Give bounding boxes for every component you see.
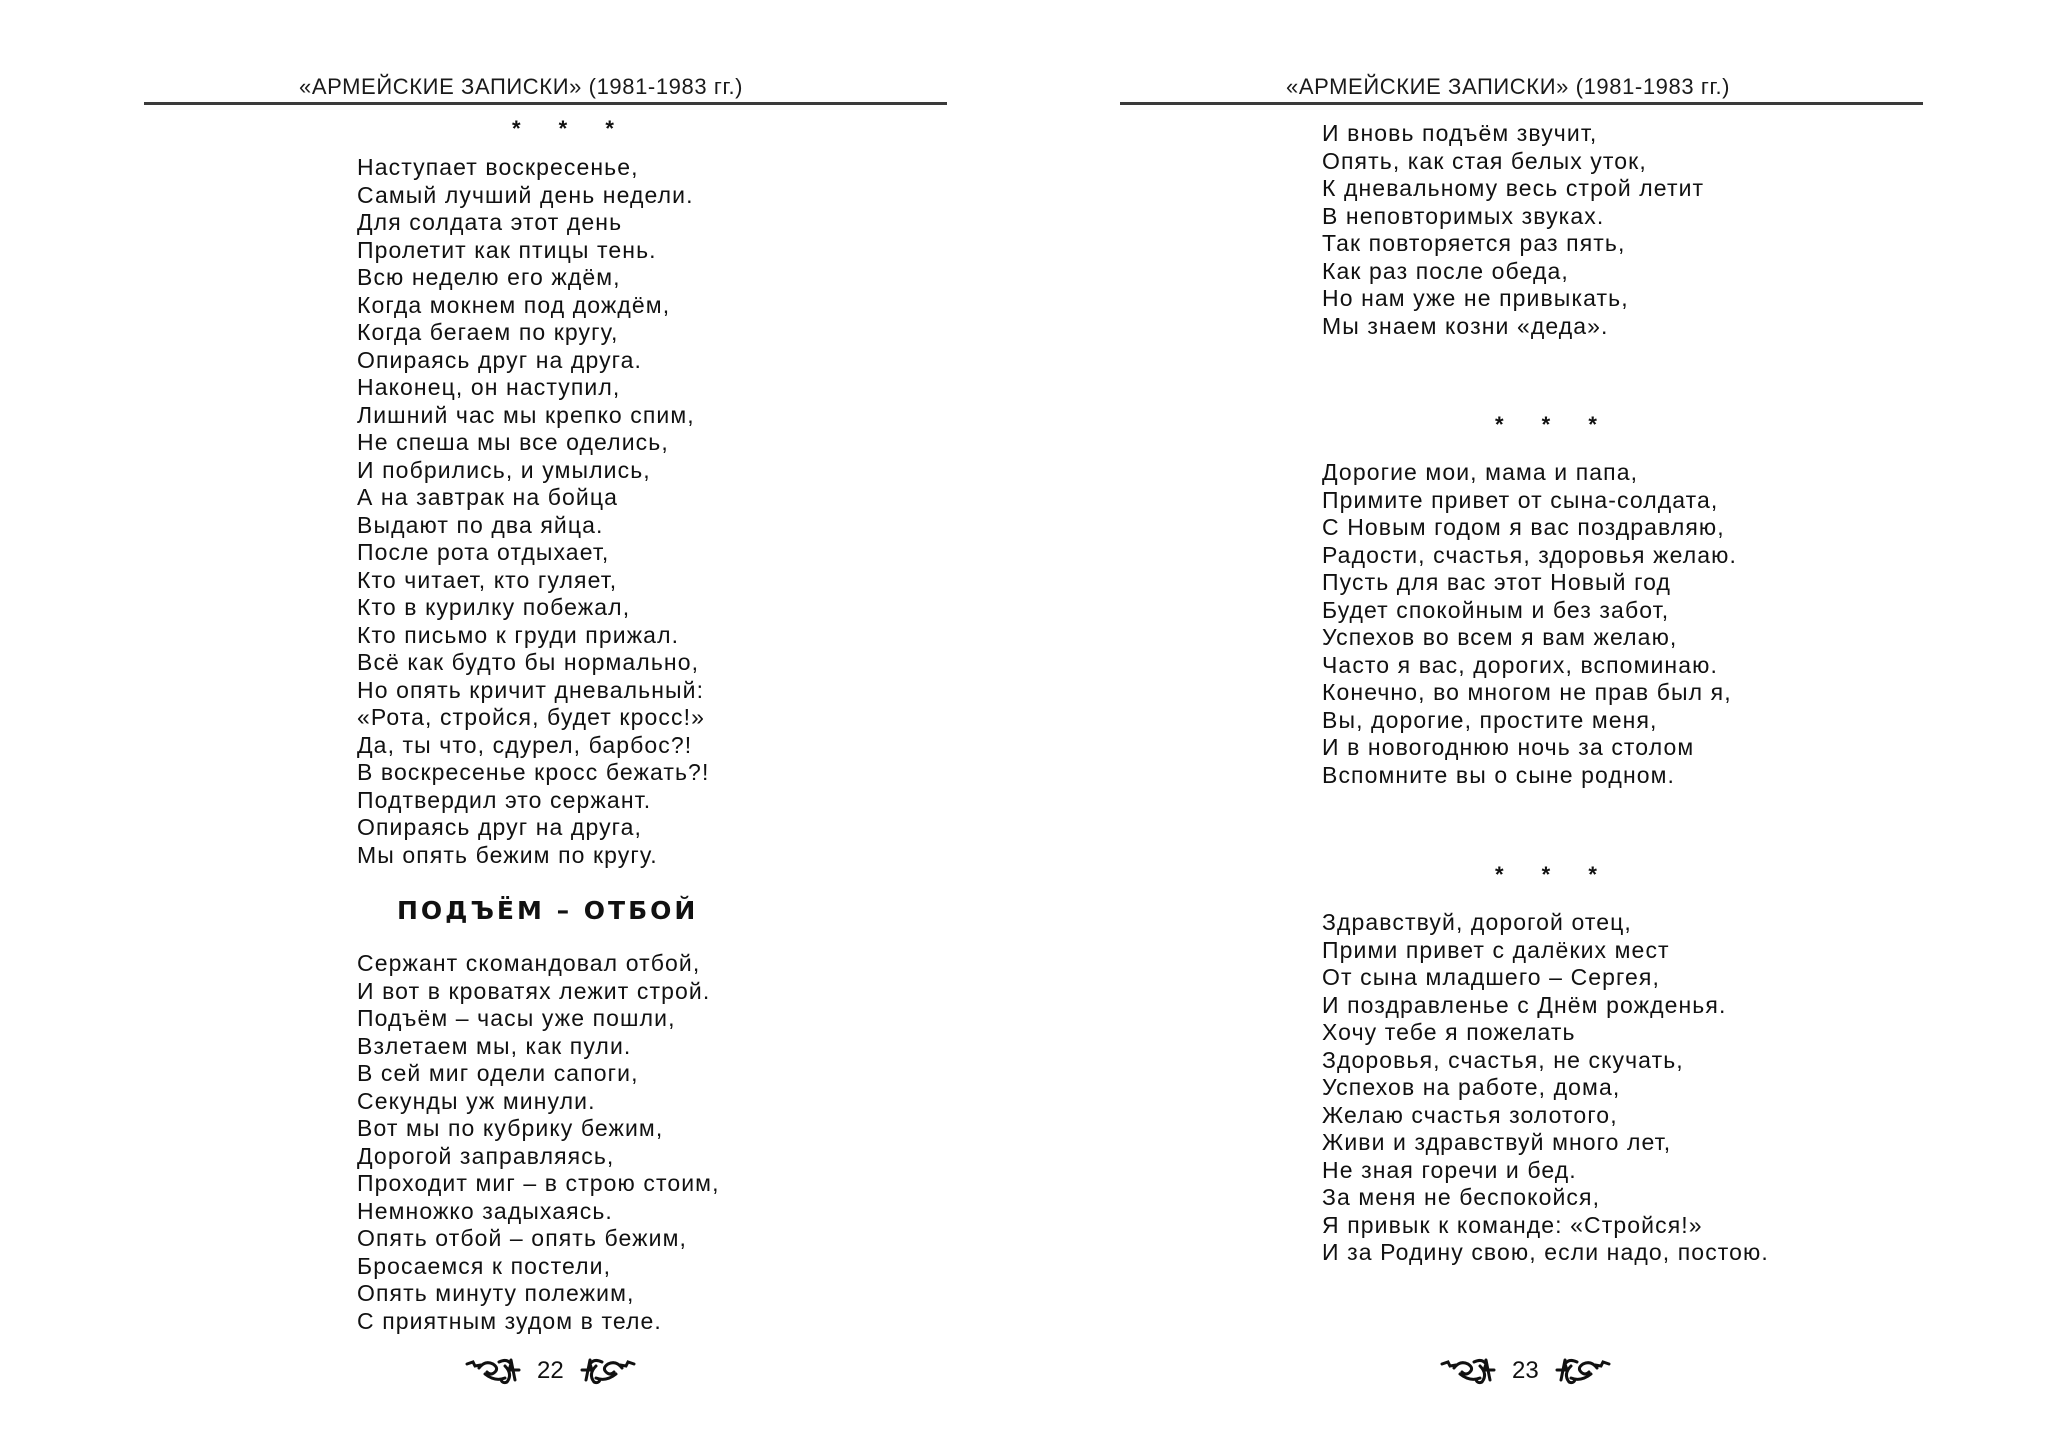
poem-line: И вновь подъём звучит, bbox=[1322, 120, 1598, 146]
poem-line: Наступает воскресенье, bbox=[357, 154, 639, 180]
poem-line: Я привык к команде: «Стройся!» bbox=[1322, 1211, 1703, 1238]
poem-line: В сей миг одели сапоги, bbox=[357, 1060, 639, 1086]
poem-line: Когда бегаем по кругу, bbox=[357, 319, 619, 345]
poem-line: После рота отдыхает, bbox=[357, 539, 610, 565]
right-page bbox=[1029, 0, 2058, 1454]
poem-new-year bbox=[1322, 459, 1737, 789]
poem-line: Проходит миг – в строю стоим, bbox=[357, 1170, 720, 1196]
poem-line: Мы опять бежим по кругу. bbox=[357, 841, 658, 868]
poem-line: Но опять кричит дневальный: bbox=[357, 676, 705, 703]
scroll-ornament-icon bbox=[1440, 1356, 1498, 1386]
poem-line: Не спеша мы все оделись, bbox=[357, 429, 669, 455]
poem-line: Успехов во всем я вам желаю, bbox=[1322, 624, 1678, 650]
poem-line: Всю неделю его ждём, bbox=[357, 264, 621, 290]
poem-line: И вот в кроватях лежит строй. bbox=[357, 977, 711, 1004]
poem-line: А на завтрак на бойца bbox=[357, 484, 618, 510]
poem-line: Всё как будто бы нормально, bbox=[357, 649, 700, 675]
poem-line: Здоровья, счастья, не скучать, bbox=[1322, 1046, 1684, 1073]
poem-line: Хочу тебе я пожелать bbox=[1322, 1019, 1576, 1045]
poem-line: Не зная горечи и бед. bbox=[1322, 1156, 1577, 1183]
poem-line: С Новым годом я вас поздравляю, bbox=[1322, 514, 1725, 540]
section-stars: * * * bbox=[1495, 412, 1613, 437]
poem-line: И за Родину свою, если надо, постою. bbox=[1322, 1239, 1769, 1265]
poem-line: Когда мокнем под дождём, bbox=[357, 291, 671, 318]
poem-line: Сержант скомандовал отбой, bbox=[357, 950, 701, 976]
poem-line: Часто я вас, дорогих, вспоминаю. bbox=[1322, 651, 1718, 678]
header-rule bbox=[144, 102, 947, 105]
poem-line: Опять минуту полежим, bbox=[357, 1280, 635, 1306]
page-footer bbox=[1440, 1356, 1611, 1386]
poem-line: Прими привет с далёких мест bbox=[1322, 936, 1670, 963]
poem-line: Вспомните вы о сыне родном. bbox=[1322, 761, 1676, 788]
poem-father-birthday bbox=[1322, 909, 1769, 1267]
running-head: «АРМЕЙСКИЕ ЗАПИСКИ» (1981-1983 гг.) bbox=[299, 74, 744, 99]
poem-line: Наконец, он наступил, bbox=[357, 374, 621, 400]
poem-line: Дорогой заправляясь, bbox=[357, 1142, 615, 1169]
poem-line: Радости, счастья, здоровья желаю. bbox=[1322, 541, 1737, 568]
poem-line: Вот мы по кубрику бежим, bbox=[357, 1115, 664, 1141]
poem-line: Секунды уж минули. bbox=[357, 1087, 596, 1114]
poem-line: Так повторяется раз пять, bbox=[1322, 230, 1626, 256]
poem-line: Будет спокойным и без забот, bbox=[1322, 596, 1670, 623]
poem-line: С приятным зудом в теле. bbox=[357, 1307, 662, 1334]
poem-line: Желаю счастья золотого, bbox=[1322, 1101, 1618, 1128]
page-number: 23 bbox=[1512, 1357, 1539, 1384]
poem-line: Опять, как стая белых уток, bbox=[1322, 147, 1647, 174]
poem-line: Бросаемся к постели, bbox=[357, 1252, 612, 1279]
poem-line: И поздравленье с Днём рожденья. bbox=[1322, 991, 1727, 1018]
page-number: 22 bbox=[537, 1357, 564, 1384]
poem-line: Как раз после обеда, bbox=[1322, 257, 1569, 284]
poem-line: Лишний час мы крепко спим, bbox=[357, 401, 695, 428]
poem-line: Пролетит как птицы тень. bbox=[357, 236, 657, 263]
poem-line: И побрились, и умылись, bbox=[357, 456, 651, 483]
section-stars: * * * bbox=[1495, 862, 1613, 887]
poem-reveille bbox=[357, 950, 720, 1335]
poem-line: Мы знаем козни «деда». bbox=[1322, 312, 1609, 339]
poem-line: К дневальному весь строй летит bbox=[1322, 175, 1705, 201]
poem-reveille-continued bbox=[1322, 120, 1704, 340]
poem-line: Да, ты что, сдурел, барбос?! bbox=[357, 731, 693, 758]
poem-line: Подтвердил это сержант. bbox=[357, 786, 652, 813]
poem-line: Но нам уже не привыкать, bbox=[1322, 285, 1629, 311]
poem-line: Самый лучший день недели. bbox=[357, 181, 694, 208]
running-head: «АРМЕЙСКИЕ ЗАПИСКИ» (1981-1983 гг.) bbox=[1286, 74, 1731, 99]
poem-line: Успехов на работе, дома, bbox=[1322, 1074, 1621, 1100]
poem-line: Дорогие мои, мама и папа, bbox=[1322, 459, 1639, 485]
poem-line: Пусть для вас этот Новый год bbox=[1322, 569, 1672, 595]
poem-sunday bbox=[357, 154, 709, 869]
section-stars: * * * bbox=[512, 116, 630, 141]
poem-line: Живи и здравствуй много лет, bbox=[1322, 1129, 1672, 1155]
header-rule bbox=[1120, 102, 1923, 105]
poem-title: ПОДЪЁМ – ОТБОЙ bbox=[397, 896, 699, 925]
poem-line: «Рота, стройся, будет кросс!» bbox=[357, 704, 705, 730]
poem-line: Здравствуй, дорогой отец, bbox=[1322, 909, 1632, 935]
poem-line: И в новогоднюю ночь за столом bbox=[1322, 734, 1695, 760]
poem-line: За меня не беспокойся, bbox=[1322, 1184, 1601, 1210]
scroll-ornament-icon bbox=[578, 1356, 636, 1386]
page-footer bbox=[465, 1356, 636, 1386]
poem-line: От сына младшего – Сергея, bbox=[1322, 964, 1660, 990]
poem-line: Для солдата этот день bbox=[357, 209, 623, 235]
poem-line: Кто читает, кто гуляет, bbox=[357, 566, 618, 593]
poem-line: В воскресенье кросс бежать?! bbox=[357, 759, 710, 785]
poem-line: В неповторимых звуках. bbox=[1322, 202, 1605, 229]
poem-line: Взлетаем мы, как пули. bbox=[357, 1032, 632, 1059]
scroll-ornament-icon bbox=[1553, 1356, 1611, 1386]
scroll-ornament-icon bbox=[465, 1356, 523, 1386]
poem-line: Конечно, во многом не прав был я, bbox=[1322, 679, 1732, 705]
poem-line: Примите привет от сына-солдата, bbox=[1322, 486, 1719, 513]
poem-line: Кто письмо к груди прижал. bbox=[357, 621, 680, 648]
poem-line: Опираясь друг на друга, bbox=[357, 814, 643, 840]
poem-line: Опираясь друг на друга. bbox=[357, 346, 643, 373]
poem-line: Подъём – часы уже пошли, bbox=[357, 1005, 676, 1031]
poem-line: Кто в курилку побежал, bbox=[357, 594, 631, 620]
poem-line: Выдают по два яйца. bbox=[357, 511, 604, 538]
poem-line: Немножко задыхаясь. bbox=[357, 1197, 613, 1224]
poem-line: Вы, дорогие, простите меня, bbox=[1322, 706, 1658, 733]
poem-line: Опять отбой – опять бежим, bbox=[357, 1225, 688, 1251]
